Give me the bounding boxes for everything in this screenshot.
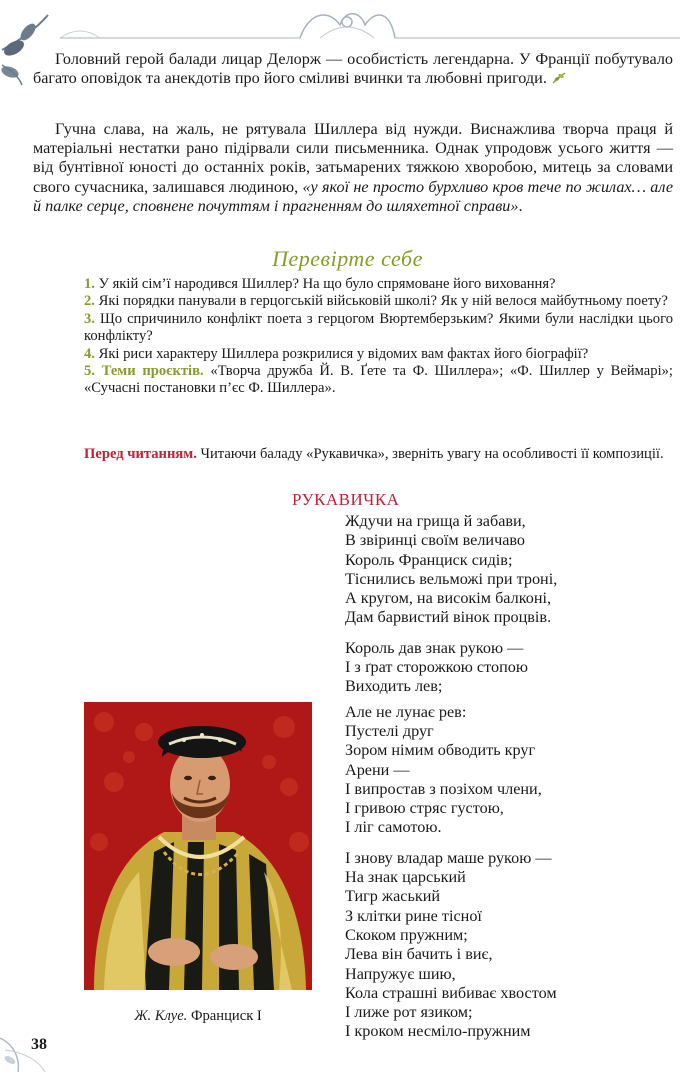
poem-line: Кола страшні вибиває хвостом — [345, 983, 557, 1002]
biography-text: Гучна слава, на жаль, не рятувала Шиллера від нужди. Виснажлива творча праця й матеріальні нестатки рано підірвали сили письменника. Однак упродовж усього життя — від бунтівної юності до останніх років, затьмарених тяжкою хворобою, митець за словами свого сучасника, залишався людиною, — [33, 120, 673, 196]
portrait-francis-i — [84, 702, 312, 990]
poem-line: Тіснились вельможі при троні, — [345, 569, 558, 588]
portrait-caption — [84, 1008, 312, 1025]
poem-line: І гривою стряс густою, — [345, 799, 504, 818]
poem-line: Тигр жаський — [345, 887, 441, 906]
sprig-icon — [551, 71, 567, 85]
caption-artist: Ж. Клуе. — [134, 1008, 188, 1024]
poem-line: Пустелі друг — [345, 721, 434, 740]
poem-line: Король дав знак рукою — — [345, 638, 524, 657]
projects-label: Теми проєктів. — [94, 363, 204, 380]
question-number: 1. — [84, 276, 95, 292]
poem-line: І знову владар маше рукою — — [345, 848, 552, 867]
poem-line: Ждучи на грища й забави, — [345, 512, 526, 530]
poem-stanza — [345, 849, 675, 1042]
question-number: 4. — [84, 345, 95, 362]
poem-line: В звіринці своїм величаво — [345, 531, 526, 550]
poem-line: Арени — — [345, 760, 410, 779]
question-item — [84, 346, 673, 363]
poem-line: І лиже рот язиком; — [345, 1003, 473, 1022]
biography-paragraph — [33, 120, 673, 216]
projects-item — [84, 363, 673, 398]
poem-stanza — [345, 512, 675, 628]
question-item — [84, 293, 673, 310]
page-number: 38 — [31, 1036, 47, 1053]
before-reading-note — [84, 446, 673, 463]
before-reading-label: Перед читанням. — [84, 446, 197, 462]
poem-stanza — [345, 703, 675, 838]
question-item — [84, 276, 673, 293]
projects-number: 5. — [84, 363, 95, 380]
poem-line: Скоком пружним; — [345, 925, 468, 944]
poem-line: Зором німим обводить круг — [345, 741, 536, 760]
biography-quote: «у якої не просто бурхливо кров тече по жилах… але й палке серце, сповнене почуттям і прагненням до шляхетної справи» — [33, 177, 674, 215]
poem-line: Виходить лев; — [345, 677, 443, 696]
question-text: У якій сім’ї народився Шиллер? На що було спрямоване його виховання? — [94, 276, 556, 292]
poem-line: Дам барвистий вінок процвів. — [345, 608, 552, 627]
poem-line: І кроком несміло-пружним — [345, 1022, 531, 1041]
intro-paragraph — [33, 50, 673, 88]
poem-line: Але не лунає рев: — [345, 702, 467, 721]
questions-list — [84, 276, 673, 398]
poem-line: І випростав з позіхом члени, — [345, 779, 542, 798]
poem-line: На знак царський — [345, 868, 466, 887]
poem-stanza — [345, 639, 675, 697]
poem-line: Король Франциск сидів; — [345, 550, 513, 569]
corner-ornament-icon — [0, 1030, 60, 1072]
question-number: 2. — [84, 293, 95, 310]
poem-line: Лева він бачить і виє, — [345, 945, 493, 964]
poem-line: І ліг самотою. — [345, 818, 442, 837]
poem-body — [345, 512, 675, 1053]
projects-text: «Творча дружба Й. В. Ґете та Ф. Шиллера»; «Ф. Шиллер у Веймарі»; «Сучасні постановки п’єс Ф. Шиллера». — [84, 363, 673, 397]
question-text: Що спричинило конфлікт поета з герцогом Вюртемберзьким? Якими були наслідки цього конфлікту? — [84, 310, 673, 345]
biography-end: . — [518, 196, 523, 215]
check-yourself-heading: Перевірте себе — [272, 246, 423, 271]
question-number: 3. — [84, 310, 95, 327]
poem-line: З клітки рине тісної — [345, 906, 482, 925]
poem-line: Напружує шию, — [345, 964, 456, 983]
question-text: Які порядки панували в герцогській військовій школі? Як у ній велося майбутньому поету? — [94, 293, 668, 310]
caption-title: Франциск I — [187, 1008, 262, 1024]
question-item — [84, 311, 673, 346]
before-reading-text: Читаючи баладу «Рукавичка», зверніть увагу на особливості її композиції. — [196, 446, 664, 462]
poem-line: А кругом, на високім балконі, — [345, 589, 552, 608]
question-text: Які риси характеру Шиллера розкрилися у відомих вам фактах його біографії? — [94, 345, 589, 362]
intro-paragraph-text: Головний герой балади лицар Делорж — особистість легендарна. У Франції побутувало багато оповідок та анекдотів про його сміливі вчинки та любовні пригоди. — [33, 50, 673, 88]
poem-line: І з ґрат сторожкою стопою — [345, 658, 528, 677]
top-ornament — [0, 0, 695, 50]
poem-title: РУКАВИЧКА — [292, 490, 400, 509]
